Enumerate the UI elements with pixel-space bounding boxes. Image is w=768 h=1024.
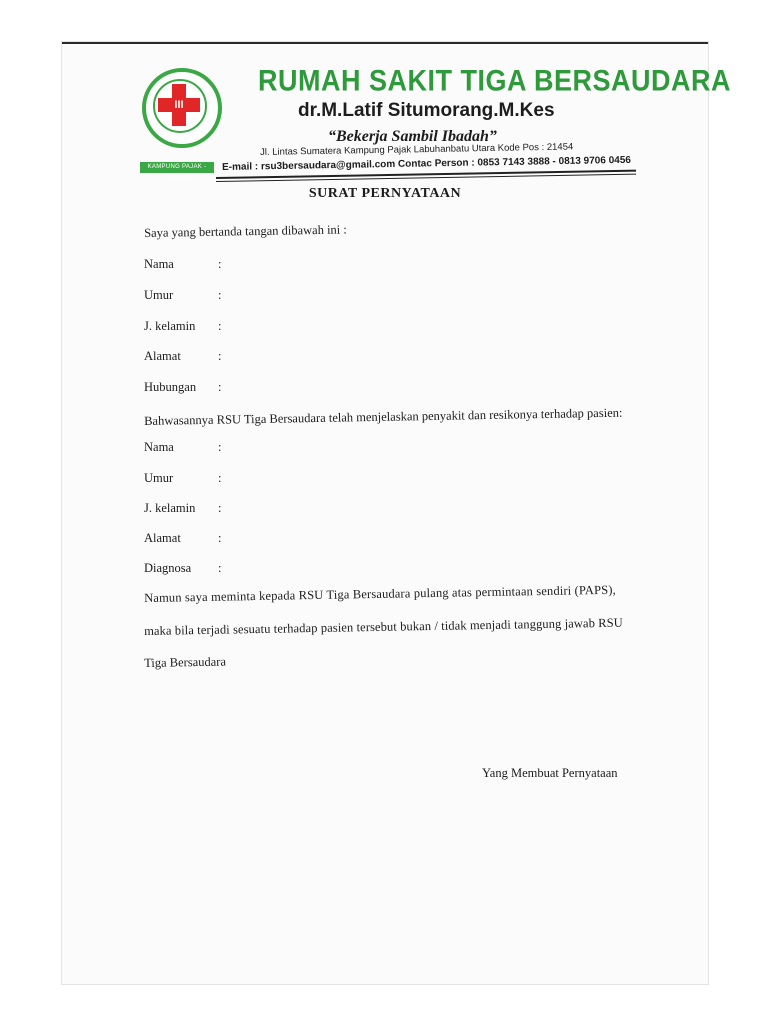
field-label: Umur: [144, 471, 174, 485]
patient-field-umur: [144, 471, 221, 486]
signer-field-hubungan: [144, 380, 221, 395]
statement-text: Bahwasannya RSU Tiga Bersaudara telah menjelaskan penyakit dan resikonya terhadap pasien:: [144, 405, 623, 428]
document-page: [62, 42, 731, 984]
hospital-contact: E-mail : rsu3bersaudara@gmail.com Contac Person : 0853 7143 3888 - 0813 9706 0456: [222, 154, 631, 173]
patient-field-kelamin: [144, 501, 221, 516]
closing-line-2: maka bila terjadi sesuatu terhadap pasien tersebut bukan / tidak menjadi tanggung jawab RSU: [144, 615, 623, 638]
patient-field-diagnosa: [144, 561, 221, 576]
field-label: Nama: [144, 440, 174, 454]
signature-label: Yang Membuat Pernyataan: [482, 766, 618, 780]
field-label: Hubungan: [144, 380, 197, 394]
patient-field-nama: [144, 440, 221, 455]
logo-mark: III: [174, 99, 184, 111]
logo-band: KAMPUNG PAJAK - LABURA: [140, 162, 214, 173]
field-colon: :: [218, 257, 222, 271]
hospital-name: RUMAH SAKIT TIGA BERSAUDARA: [258, 64, 731, 98]
document-title: SURAT PERNYATAAN: [308, 186, 462, 201]
hospital-logo-icon: [142, 68, 222, 148]
field-colon: :: [218, 380, 222, 394]
field-label: Diagnosa: [144, 561, 192, 575]
field-colon: :: [218, 501, 222, 515]
letterhead: [62, 44, 731, 184]
hospital-address: Jl. Lintas Sumatera Kampung Pajak Labuhanbatu Utara Kode Pos : 21454: [260, 141, 574, 158]
hospital-motto: “Bekerja Sambil Ibadah”: [328, 128, 497, 145]
field-label: Alamat: [144, 531, 181, 545]
field-colon: :: [218, 531, 222, 545]
field-label: J. kelamin: [144, 501, 196, 515]
field-colon: :: [218, 561, 222, 575]
field-colon: :: [218, 288, 222, 302]
signer-field-umur: [144, 288, 221, 303]
field-label: Nama: [144, 257, 174, 271]
patient-field-alamat: [144, 531, 221, 546]
signer-field-kelamin: [144, 319, 221, 334]
director-name: dr.M.Latif Situmorang.M.Kes: [298, 100, 555, 121]
field-label: Alamat: [144, 349, 181, 363]
field-colon: :: [218, 440, 222, 454]
signer-field-alamat: [144, 349, 221, 364]
signer-field-nama: [144, 257, 221, 272]
field-colon: :: [218, 471, 222, 485]
intro-text: Saya yang bertanda tangan dibawah ini :: [144, 222, 347, 240]
field-colon: :: [218, 349, 222, 363]
field-label: Umur: [144, 288, 174, 302]
field-label: J. kelamin: [144, 319, 196, 333]
closing-line-3: Tiga Bersaudara: [144, 654, 227, 670]
field-colon: :: [218, 319, 222, 333]
closing-line-1: Namun saya meminta kepada RSU Tiga Bersaudara pulang atas permintaan sendiri (PAPS),: [144, 582, 616, 605]
